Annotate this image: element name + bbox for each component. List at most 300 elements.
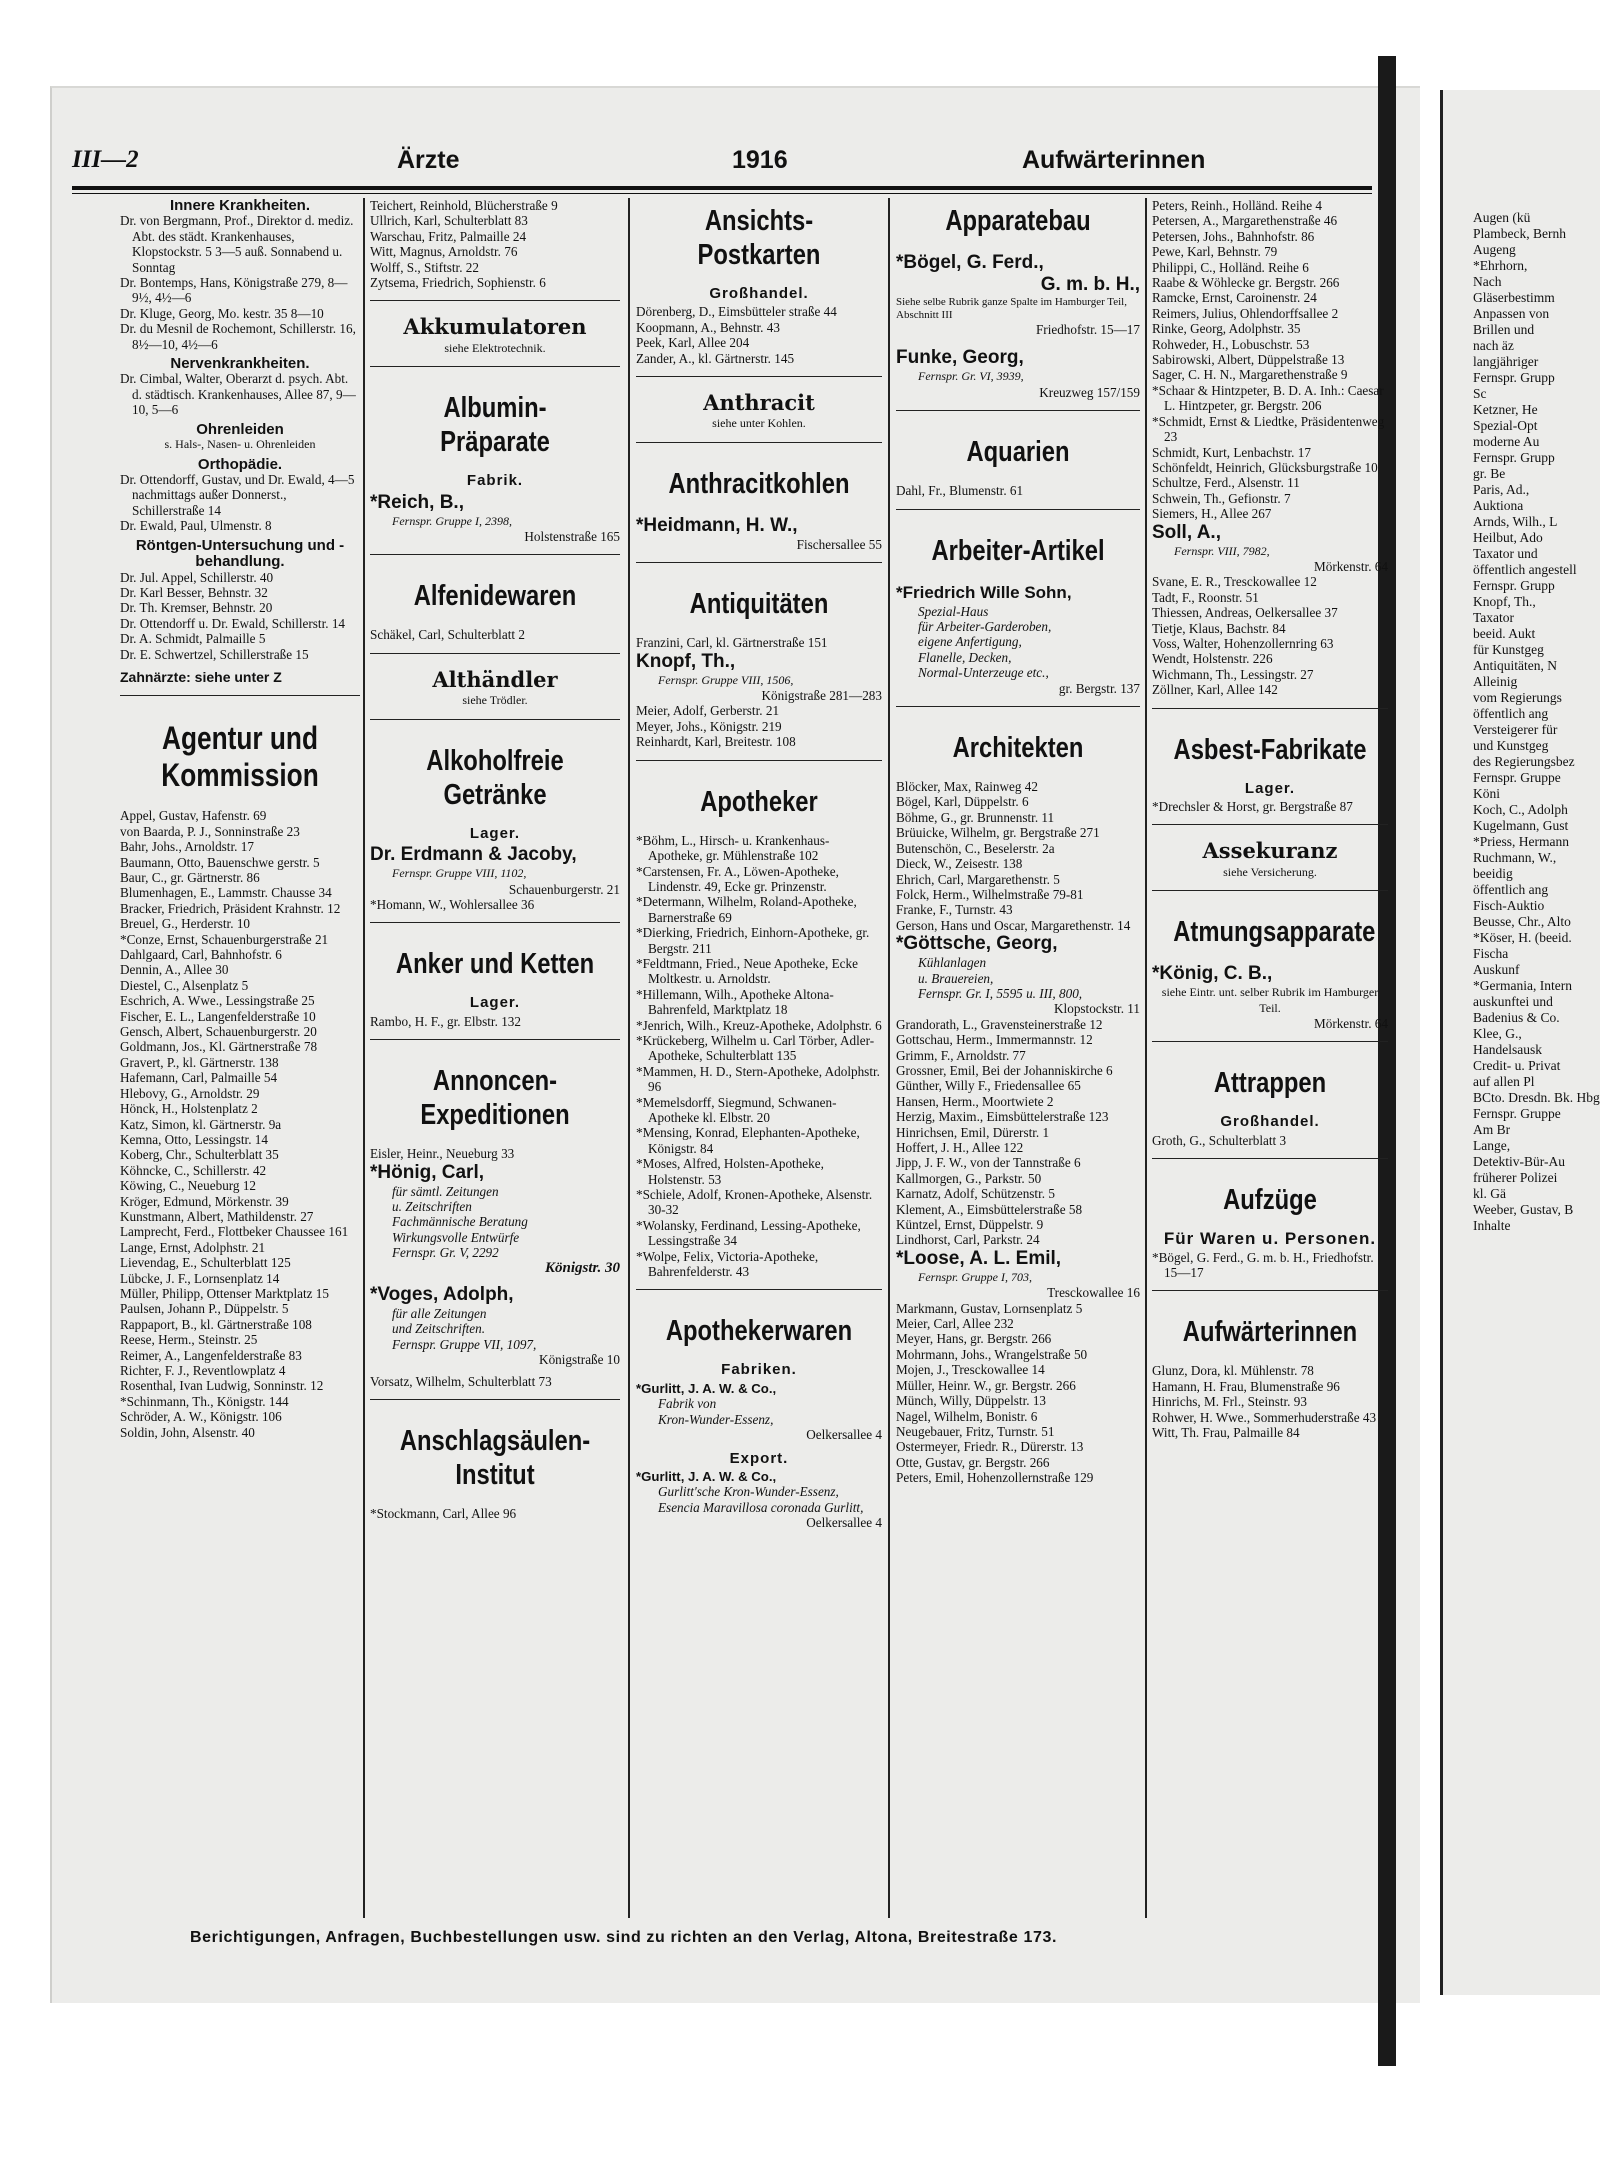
list-item: *Wolpe, Felix, Victoria-Apotheke, Bahrenfelderstr. 43 [636, 1248, 819, 1280]
list-item: Folck, Herm., Wilhelmstraße 79-81 [896, 886, 1084, 902]
heading-neurology: Nervenkrankheiten. [170, 355, 310, 373]
list-item: langjähriger [1473, 354, 1539, 369]
heading-assekuranz: Assekuranz [1202, 838, 1338, 864]
list-item: des Regierungsbez [1473, 754, 1575, 769]
list-item: Nach [1473, 274, 1502, 289]
list-item: Fischer, E. L., Langenfelderstraße 10 [120, 1008, 316, 1024]
list-item: Bahr, Johs., Arnoldstr. 17 [120, 839, 254, 855]
section-title-apparatebau: Apparatebau [945, 205, 1091, 237]
list-xray [120, 570, 360, 662]
list-item: *Memelsdorff, Siegmund, Schwanen-Apotheke kl. Elbstr. 20 [636, 1094, 837, 1125]
list-item: Kugelmann, Gust [1473, 818, 1569, 833]
see-reference: s. Hals-, Nasen- u. Ohrenleiden [164, 437, 316, 452]
list-item: Auktiona [1473, 498, 1524, 513]
list-item: Breuel, G., Herderstr. 10 [120, 916, 251, 932]
list-aufwaerterinnen [1152, 1363, 1388, 1440]
list-item: Bögel, Karl, Düppelstr. 6 [896, 794, 1029, 810]
list-item: Baumann, Otto, Bauenschwe gerstr. 5 [120, 854, 320, 870]
list-architekten-continued [1152, 198, 1388, 522]
divider [636, 760, 882, 761]
list-item: Koopmann, A., Behnstr. 43 [636, 319, 780, 335]
heading-anthracit: Anthracit [703, 390, 815, 416]
list-item: Zander, A., kl. Gärtnerstr. 145 [636, 350, 795, 366]
list-item: *Feldtmann, Fried., Neue Apotheke, Ecke Moltkestr. u. Arnoldstr. [636, 955, 858, 987]
list-item: *Schiele, Adolf, Kronen-Apotheke, Alsenstr. 30-32 [636, 1187, 873, 1218]
list-item: Blumenhagen, E., Lammstr. Chausse 34 [120, 885, 332, 901]
list-item: Koch, C., Adolph [1473, 802, 1568, 817]
list-item: Petersen, A., Margarethenstraße 46 [1152, 213, 1338, 229]
address-loose: Tresckowallee 16 [1047, 1285, 1140, 1301]
list-item: Dr. E. Schwertzel, Schillerstraße 15 [120, 646, 309, 662]
list-item: Lindhorst, Carl, Parkstr. 24 [896, 1232, 1040, 1248]
list-item: Hansen, Herm., Moortwiete 2 [896, 1093, 1054, 1109]
list-item: Kemna, Otto, Lessingstr. 14 [120, 1131, 268, 1147]
ad-line: und Zeitschriften. [392, 1321, 486, 1337]
see-reference: siehe Elektrotechnik. [444, 340, 546, 355]
address-erdmann: Schauenburgerstr. 21 [508, 881, 620, 897]
ad-line: Fernspr. Gr. V, 2292 [392, 1245, 499, 1261]
list-item: Dieck, W., Zeisestr. 138 [896, 856, 1023, 872]
divider [636, 562, 882, 563]
list-item: von Baarda, P. J., Sonninstraße 23 [120, 823, 300, 839]
header-left-keyword: Ärzte [397, 146, 460, 174]
list-item: Reese, Herm., Steinstr. 25 [120, 1332, 258, 1348]
address-soll: Mörkenstr. 64 [1314, 558, 1388, 574]
list-item: Fernspr. Gruppe [1473, 770, 1561, 785]
list-item: Diestel, C., Alsenplatz 5 [120, 977, 249, 993]
list-architekten [896, 779, 1140, 933]
list-item: Meyer, Hans, gr. Bergstr. 266 [896, 1331, 1052, 1347]
ad-line: Fabrik von [658, 1396, 717, 1412]
ad-line: u. Zeitschriften [392, 1198, 472, 1214]
ad-line: für Arbeiter-Garderoben, [918, 619, 1052, 635]
address-goettsche: Klopstockstr. 11 [1054, 1001, 1140, 1017]
list-item: Teichert, Reinhold, Blücherstraße 9 [370, 198, 558, 213]
section-title-anschlag: Anschlagsäulen-Institut [399, 1425, 591, 1491]
address-reich: Holstenstraße 165 [524, 529, 620, 545]
section-title-architekten: Architekten [952, 732, 1084, 765]
list-item: Ullrich, Karl, Schulterblatt 83 [370, 213, 528, 229]
list-continued [370, 198, 620, 290]
list-item: *Schmidt, Ernst & Liedtke, Präsidentenweg 23 [1152, 413, 1385, 445]
section-title-arbeiter: Arbeiter-Artikel [931, 534, 1105, 567]
section-title-apothekerwaren: Apothekerwaren [665, 1315, 853, 1348]
section-title-attrappen: Attrappen [1213, 1067, 1327, 1100]
divider [1152, 1041, 1388, 1042]
list-item: Ketzner, He [1473, 402, 1538, 417]
header-rule [72, 186, 1372, 190]
ad-line: Wirkungsvolle Entwürfe [392, 1229, 520, 1245]
firm-voges: *Voges, Adolph, [370, 1283, 514, 1305]
list-item: Dr. Ottendorff, Gustav, und Dr. Ewald, 4—5 nachmittags außer Donnerst., Schillerstraße 14 [120, 471, 355, 518]
list-item: Schönfeldt, Heinrich, Glücksburgstraße 10 [1152, 459, 1378, 475]
list-item: Peek, Karl, Allee 204 [636, 335, 750, 351]
firm-goettsche: *Göttsche, Georg, [896, 933, 1058, 955]
list-item: Arnds, Wilh., L [1473, 514, 1558, 529]
list-item: Koberg, Chr., Schulterblatt 35 [120, 1147, 279, 1163]
list-architekten-2 [896, 1017, 1140, 1248]
list-item: Wichmann, Th., Lessingstr. 27 [1152, 666, 1314, 682]
list-item: *Schaar & Hintzpeter, B. D. A. Inh.: Caesar L. Hintzpeter, gr. Bergstr. 206 [1152, 382, 1384, 414]
list-item: Fischa [1473, 946, 1509, 961]
list-item: Mohrmann, Johs., Wrangelstraße 50 [896, 1346, 1088, 1362]
list-item: Dr. Jul. Appel, Schillerstr. 40 [120, 569, 274, 585]
list-item: Gravert, P., kl. Gärtnerstr. 138 [120, 1054, 279, 1070]
divider [120, 695, 360, 696]
list-item: Münch, Willy, Düppelstr. 13 [896, 1393, 1047, 1409]
list-item: Ostermeyer, Friedr. R., Dürerstr. 13 [896, 1439, 1084, 1455]
list-item: Herzig, Maxim., Eimsbüttelerstraße 123 [896, 1109, 1109, 1125]
ad-line: für sämtl. Zeitungen [392, 1183, 499, 1199]
section-title-alkoholfreie: Alkoholfreie Getränke [426, 744, 564, 811]
list-item: Rohwer, H. Wwe., Sommerhuderstraße 43 [1152, 1409, 1377, 1425]
list-item: *Mensing, Konrad, Elephanten-Apotheke, Königstr. 84 [636, 1125, 860, 1156]
list-internal-medicine [120, 213, 360, 352]
list-item: Köwing, C., Neueburg 12 [120, 1178, 257, 1194]
list-item: Küntzel, Ernst, Düppelstr. 9 [896, 1217, 1044, 1233]
entry: *Homann, W., Wohlersallee 36 [370, 896, 535, 912]
firm-hoenig: *Hönig, Carl, [370, 1161, 485, 1183]
subheading-lager: Lager. [1244, 779, 1296, 797]
see-reference: siehe Versicherung. [1223, 864, 1317, 879]
column-divider [363, 198, 365, 1918]
ad-line: Spezial-Haus [918, 603, 989, 619]
list-item: Tadt, F., Roonstr. 51 [1152, 589, 1259, 605]
phone-funke: Fernspr. Gr. VI, 3939, [918, 369, 1024, 384]
firm-reich: *Reich, B., [370, 491, 464, 513]
section-title-albumin: Albumin-Präparate [440, 392, 550, 459]
list-item: Sabirowski, Albert, Düppelstraße 13 [1152, 352, 1345, 368]
heading-xray: Röntgen-Untersuchung und -behandlung. [135, 536, 345, 570]
entry: *Stockmann, Carl, Allee 96 [370, 1506, 517, 1521]
list-item: Kunstmann, Albert, Mathildenstr. 27 [120, 1208, 314, 1224]
list-item: Fernspr. Grupp [1473, 450, 1555, 465]
address-boegel: Friedhofstr. 15—17 [1035, 322, 1140, 337]
list-item: beeidig [1473, 866, 1513, 881]
list-item: Katz, Simon, kl. Gärtnerstr. 9a [120, 1116, 282, 1132]
see-reference: siehe unter Kohlen. [712, 416, 806, 431]
list-item: Inhalte [1473, 1218, 1511, 1233]
divider [1152, 1290, 1388, 1291]
list-item: beeid. Aukt [1473, 626, 1536, 641]
phone-knopf: Fernspr. Gruppe VIII, 1506, [658, 672, 794, 687]
divider [896, 509, 1140, 510]
list-item: Köhncke, C., Schillerstr. 42 [120, 1162, 267, 1178]
column-5 [1152, 198, 1388, 1918]
list-item: Appel, Gustav, Hafenstr. 69 [120, 808, 267, 824]
list-item: *Determann, Wilhelm, Roland-Apotheke, Barnerstraße 69 [636, 894, 857, 925]
list-item: Zöllner, Karl, Allee 142 [1152, 682, 1278, 698]
list-item: *Germania, Intern [1473, 978, 1572, 993]
list-item: Gerson, Hans und Oscar, Margarethenstr. 14 [896, 917, 1131, 933]
address-voges: Königstraße 10 [539, 1352, 620, 1368]
list-item: *Priess, Hermann [1473, 834, 1569, 849]
list-item: kl. Gä [1473, 1186, 1506, 1201]
column-2 [370, 198, 620, 1918]
section-title-asbest: Asbest-Fabrikate [1173, 733, 1367, 766]
firm-knopf: Knopf, Th., [636, 650, 736, 672]
list-item: öffentlich angestell [1473, 562, 1577, 577]
list-item: Badenius & Co. [1473, 1010, 1560, 1025]
list-item: Brüuicke, Wilhelm, gr. Bergstraße 271 [896, 825, 1100, 841]
list-item: Müller, Heinr. W., gr. Bergstr. 266 [896, 1377, 1076, 1393]
list-item: Meier, Adolf, Gerberstr. 21 [636, 703, 780, 719]
list-item: Hafemann, Carl, Palmaille 54 [120, 1070, 278, 1086]
section-title-alfenidewaren: Alfenidewaren [413, 580, 577, 613]
firm-soll: Soll, A., [1152, 521, 1221, 543]
list-item: Dr. Th. Kremser, Behnstr. 20 [120, 600, 273, 616]
list-item: Ruchmann, W., [1473, 850, 1557, 865]
list-item: Raabe & Wöhlecke gr. Bergstr. 266 [1152, 275, 1340, 291]
phone-loose: Fernspr. Gruppe I, 703, [918, 1269, 1032, 1284]
divider [1152, 890, 1388, 891]
subheading-fabrik: Fabrik. [466, 472, 524, 490]
list-item: Klement, A., Eimsbüttelerstraße 58 [896, 1201, 1083, 1217]
subheading-fabriken: Fabriken. [721, 1361, 797, 1379]
list-item: Schmidt, Kurt, Lenbachstr. 17 [1152, 444, 1311, 460]
list-item: Plambeck, Bernh [1473, 226, 1566, 241]
ad-goettsche [896, 955, 1140, 1001]
divider [370, 653, 620, 654]
list-item: Dr. Ottendorff u. Dr. Ewald, Schillerstr. 14 [120, 615, 346, 631]
divider [370, 922, 620, 923]
list-item: Svane, E. R., Tresckowallee 12 [1152, 574, 1317, 590]
list-item: Franzini, Carl, kl. Gärtnerstraße 151 [636, 635, 828, 651]
list-item: BCto. Dresdn. Bk. Hbg [1473, 1090, 1600, 1105]
list-item: *Dierking, Friedrich, Einhorn-Apotheke, gr. Bergstr. 211 [636, 925, 870, 956]
list-item: Brillen und [1473, 322, 1535, 337]
divider [636, 1289, 882, 1290]
entry: Rambo, H. F., gr. Elbstr. 132 [370, 1013, 521, 1029]
list-item: Thiessen, Andreas, Oelkersallee 37 [1152, 605, 1338, 621]
adjacent-page [1440, 90, 1600, 1995]
list-item: nach äz [1473, 338, 1514, 353]
list-item: moderne Au [1473, 434, 1540, 449]
list-item: Beusse, Chr., Alto [1473, 914, 1571, 929]
list-item: Spezial-Opt [1473, 418, 1538, 433]
address-knopf: Königstraße 281—283 [761, 688, 882, 704]
publisher-footer: Berichtigungen, Anfragen, Buchbestellungen usw. sind zu richten an den Verlag, Altona, Breitestraße 173. [190, 1929, 1057, 1946]
list-item: Kallmorgen, G., Parkstr. 50 [896, 1170, 1042, 1186]
address-gurlitt-export: Oelkersallee 4 [806, 1515, 882, 1531]
ad-line: Normal-Unterzeuge etc., [918, 665, 1049, 681]
list-item: Gensch, Albert, Schauenburgerstr. 20 [120, 1024, 317, 1040]
list-item: Fernspr. Gruppe [1473, 1106, 1561, 1121]
section-title-apotheker: Apotheker [700, 785, 818, 818]
ad-gurlitt-export [636, 1484, 882, 1515]
divider [370, 1399, 620, 1400]
list-item: Dr. Bontemps, Hans, Königstraße 279, 8—9½, 4½—6 [120, 275, 348, 306]
list-item: *Jenrich, Wilh., Kreuz-Apotheke, Adolphstr. 6 [636, 1017, 882, 1033]
divider [896, 706, 1140, 707]
list-item: Philippi, C., Holländ. Reihe 6 [1152, 259, 1309, 275]
list-item: Rosenthal, Ivan Ludwig, Sonninstr. 12 [120, 1378, 324, 1394]
list-item: *Moses, Alfred, Holsten-Apotheke, Holstenstr. 53 [636, 1156, 824, 1187]
list-item: auskunftei und [1473, 994, 1553, 1009]
list-item: Dahlgaard, Carl, Bahnhofstr. 6 [120, 947, 282, 963]
list-item: Sager, C. H. N., Margarethenstraße 9 [1152, 367, 1348, 383]
heading-internal-medicine: Innere Krankheiten. [169, 198, 311, 214]
entry: *Bögel, G. Ferd., G. m. b. H., Friedhofstr. 15—17 [1152, 1249, 1374, 1281]
list-item: Lamprecht, Ferd., Flottbeker Chaussee 161 [120, 1224, 349, 1240]
header-rule-thin [72, 193, 1372, 194]
list-item: *Schinmann, Th., Königstr. 144 [120, 1393, 289, 1409]
column-divider [1145, 198, 1147, 1918]
list-item: Ramcke, Ernst, Caroinenstr. 24 [1152, 290, 1317, 306]
list-item: Reinhardt, Karl, Breitestr. 108 [636, 734, 796, 750]
divider [1152, 824, 1388, 825]
list-item: Hamann, H. Frau, Blumenstraße 96 [1152, 1378, 1340, 1394]
list-item: Franke, F., Turnstr. 43 [896, 902, 1013, 918]
firm-heidmann: *Heidmann, H. W., [636, 514, 798, 536]
column-1 [120, 198, 360, 1918]
list-item: Schwein, Th., Gefionstr. 7 [1152, 490, 1291, 506]
list-item: Taxator [1473, 610, 1515, 625]
adjacent-page-text [1473, 210, 1600, 1234]
column-4 [896, 198, 1140, 1918]
list-item: Hönck, H., Holstenplatz 2 [120, 1101, 258, 1117]
firm-loose: *Loose, A. L. Emil, [896, 1247, 1062, 1269]
subheading-export: Export. [729, 1449, 789, 1467]
page-header [72, 138, 1372, 180]
list-item: Eschrich, A. Wwe., Lessingstraße 25 [120, 993, 315, 1009]
list-item: Sc [1473, 386, 1487, 401]
list-item: Soldin, John, Alsenstr. 40 [120, 1424, 255, 1440]
ad-line: Gurlitt'sche Kron-Wunder-Essenz, Esencia Maravillosa coronada Gurlitt, [658, 1484, 864, 1515]
list-item: Warschau, Fritz, Palmaille 24 [370, 228, 527, 244]
list-item: Pewe, Karl, Behnstr. 79 [1152, 244, 1278, 260]
list-item: Dr. von Bergmann, Prof., Direktor d. mediz. Abt. des städt. Krankenhauses, Klopstockstr. 5 3—5 auß. Sonnabend u. Sonntag [120, 213, 354, 275]
list-agentur [120, 808, 360, 1440]
ad-line: für alle Zeitungen [392, 1305, 487, 1321]
firm-erdmann-jacoby: Dr. Erdmann & Jacoby, [370, 844, 577, 866]
list-item: Detektiv-Bür-Au [1473, 1154, 1565, 1169]
divider [370, 554, 620, 555]
section-title-atmung: Atmungsapparate [1173, 916, 1376, 949]
list-item: Günther, Willy F., Friedensallee 65 [896, 1078, 1081, 1094]
list-item: Gläserbestimm [1473, 290, 1555, 305]
list-item: *Krückeberg, Wilhelm u. Carl Törber, Adler-Apotheke, Schulterblatt 135 [636, 1032, 875, 1064]
list-item: Müller, Philipp, Ottenser Marktplatz 15 [120, 1285, 329, 1301]
address-koenig: Mörkenstr. 64 [1314, 1016, 1388, 1032]
list-item: *Köser, H. (beeid. [1473, 930, 1572, 945]
divider [1152, 1158, 1388, 1159]
list-item: Lievendag, E., Schulterblatt 125 [120, 1255, 291, 1271]
list-item: Lübcke, J. F., Lornsenplatz 14 [120, 1270, 280, 1286]
address-heidmann: Fischersallee 55 [796, 536, 882, 552]
list-item: Lange, Ernst, Adolphstr. 21 [120, 1239, 266, 1255]
see-reference: siehe Trödler. [462, 693, 528, 708]
list-item: Hinrichsen, Emil, Dürerstr. 1 [896, 1124, 1050, 1140]
list-item: Meyer, Johs., Königstr. 219 [636, 718, 782, 734]
list-item: Butenschön, C., Beselerstr. 2a [896, 840, 1055, 856]
list-item: Otte, Gustav, gr. Bergstr. 266 [896, 1454, 1050, 1470]
list-item: *Wolansky, Ferdinand, Lessing-Apotheke, Lessingstraße 34 [636, 1217, 861, 1249]
list-item: gr. Be [1473, 466, 1506, 481]
subheading-lager: Lager. [469, 994, 521, 1012]
list-item: Dr. Karl Besser, Behnstr. 32 [120, 584, 268, 600]
section-title-aufwaerterinnen: Aufwärterinnen [1182, 1316, 1358, 1349]
list-item: Blöcker, Max, Rainweg 42 [896, 779, 1038, 795]
list-item: Antiquitäten, N [1473, 658, 1557, 673]
column-divider [888, 198, 890, 1918]
list-architekten-3 [896, 1301, 1140, 1486]
ad-line: eigene Anfertigung, [918, 634, 1022, 650]
list-item: Weeber, Gustav, B [1473, 1202, 1574, 1217]
divider [1152, 708, 1388, 709]
list-item: Wolff, S., Stiftstr. 22 [370, 259, 479, 275]
list-item: Versteigerer für [1473, 722, 1558, 737]
list-item: Grossner, Emil, Bei der Johanniskirche 6 [896, 1062, 1113, 1078]
list-item: auf allen Pl [1473, 1074, 1535, 1089]
ad-line: Kron-Wunder-Essenz, [658, 1411, 774, 1427]
divider [370, 1039, 620, 1040]
list-item: Wendt, Holstenstr. 226 [1152, 651, 1273, 667]
list-item: *Mammen, H. D., Stern-Apotheke, Adolphstr. 96 [636, 1063, 880, 1095]
list-item: Schröder, A. W., Königstr. 106 [120, 1409, 282, 1425]
note-boegel: Siehe selbe Rubrik ganze Spalte im Hamburger Teil, Abschnitt III [896, 296, 1127, 321]
firm-koenig: *König, C. B., [1152, 963, 1273, 985]
list-item: Karnatz, Adolf, Schützenstr. 5 [896, 1186, 1055, 1202]
section-title-annoncen: Annoncen-Expeditionen [420, 1065, 570, 1132]
list-item: Rappaport, B., kl. Gärtnerstraße 108 [120, 1316, 312, 1332]
ad-line: Flanelle, Decken, [918, 649, 1012, 665]
list-item: Dr. Kluge, Georg, Mo. kestr. 35 8—10 [120, 305, 324, 321]
list-item: Zytsema, Friedrich, Sophienstr. 6 [370, 275, 546, 291]
list-item: Witt, Th. Frau, Palmaille 84 [1152, 1425, 1300, 1441]
subheading-lager: Lager. [469, 824, 521, 842]
phone-reich: Fernspr. Gruppe I, 2398, [392, 513, 512, 528]
section-title-ansichts: Ansichts-Postkarten [697, 205, 821, 271]
address-wille: gr. Bergstr. 137 [1058, 680, 1140, 696]
list-item: Böhme, G., gr. Brunnenstr. 11 [896, 809, 1055, 825]
list-item: Knopf, Th., [1473, 594, 1536, 609]
list-item: Reimer, A., Langenfelderstraße 83 [120, 1347, 302, 1363]
divider [636, 442, 882, 443]
divider [370, 719, 620, 720]
section-title-anker: Anker und Ketten [395, 948, 595, 981]
entry: *Drechsler & Horst, gr. Bergstraße 87 [1152, 799, 1353, 814]
list-item: *Carstensen, Fr. A., Löwen-Apotheke, Lindenstr. 49, Ecke gr. Prinzenstr. [636, 863, 839, 894]
list-item: Siemers, H., Allee 267 [1152, 506, 1272, 522]
section-title-anthracitkohlen: Anthracitkohlen [668, 467, 850, 500]
firm-wille: *Friedrich Wille Sohn, [896, 582, 1072, 602]
list-item: Witt, Magnus, Arnoldstr. 76 [370, 244, 518, 260]
ad-voges [370, 1306, 620, 1352]
list-item: Rohweder, H., Lobuschstr. 53 [1152, 336, 1310, 352]
ad-hoenig [370, 1184, 620, 1261]
firm-gurlitt-export: *Gurlitt, J. A. W. & Co., [636, 1468, 777, 1484]
divider [896, 410, 1140, 411]
list-item: öffentlich ang [1473, 706, 1549, 721]
entry: Schäkel, Carl, Schulterblatt 2 [370, 627, 525, 643]
list-item: Grandorath, L., Gravensteinerstraße 12 [896, 1016, 1103, 1032]
entry: Dahl, Fr., Blumenstr. 61 [896, 483, 1024, 499]
list-item: Schultze, Ferd., Alsenstr. 11 [1152, 475, 1300, 491]
list-item: Peters, Emil, Hohenzollernstraße 129 [896, 1470, 1094, 1486]
list-item: Dr. A. Schmidt, Palmaille 5 [120, 631, 266, 647]
list-item: Jipp, J. F. W., von der Tannstraße 6 [896, 1155, 1081, 1171]
subheading-grosshandel: Großhandel. [709, 285, 809, 302]
list-antiquitaeten-2 [636, 703, 882, 749]
list-item: Taxator und [1473, 546, 1538, 561]
list-item: *Conze, Ernst, Schauenburgerstraße 21 [120, 931, 329, 947]
ad-line: Fernspr. Gr. I, 5595 u. III, 800, [918, 985, 1083, 1001]
list-item: Dennin, A., Allee 30 [120, 962, 229, 978]
page-number: III—2 [72, 146, 139, 173]
list-item: Hlebovy, G., Arnoldstr. 29 [120, 1085, 260, 1101]
entry: Vorsatz, Wilhelm, Schulterblatt 73 [370, 1373, 552, 1389]
